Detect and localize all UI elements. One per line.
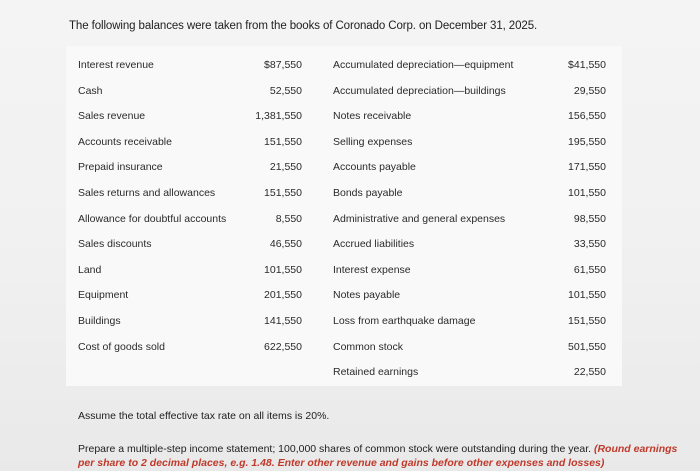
right-account-amount: $41,550: [568, 59, 606, 71]
right-account-amount: 98,550: [573, 213, 606, 225]
left-account-amount: 21,550: [269, 161, 302, 173]
left-account-name: Equipment: [78, 289, 129, 301]
right-account-name: Administrative and general expenses: [333, 213, 506, 225]
problem-title: The following balances were taken from the books of Coronado Corp. on December 31, 2025.: [69, 20, 538, 32]
right-account-amount: 61,550: [573, 264, 606, 276]
left-account-name: Sales discounts: [78, 238, 152, 250]
right-account-amount: 101,550: [568, 289, 606, 301]
right-account-amount: 195,550: [568, 136, 606, 148]
left-account-name: Buildings: [78, 315, 121, 327]
left-account-amount: 46,550: [269, 238, 302, 250]
left-account-amount: $87,550: [264, 59, 302, 71]
right-account-amount: 101,550: [568, 187, 606, 199]
left-account-name: Land: [78, 264, 102, 276]
right-account-name: Retained earnings: [333, 366, 419, 378]
left-account-name: Sales revenue: [78, 110, 146, 122]
right-account-name: Accounts payable: [333, 161, 416, 173]
left-account-name: Accounts receivable: [78, 136, 172, 148]
right-account-amount: 33,550: [573, 238, 606, 250]
right-account-name: Selling expenses: [333, 136, 413, 148]
right-account-name: Accrued liabilities: [333, 238, 415, 250]
left-account-amount: 622,550: [264, 341, 302, 353]
right-account-name: Common stock: [333, 341, 404, 353]
left-account-name: Sales returns and allowances: [78, 187, 216, 199]
left-account-amount: 52,550: [269, 85, 302, 97]
right-account-name: Accumulated depreciation—buildings: [333, 85, 506, 97]
instruction-main: Prepare a multiple-step income statement; 100,000 shares of common stock were outstanding during the year.: [78, 443, 592, 455]
left-account-amount: 8,550: [275, 213, 302, 225]
right-account-amount: 29,550: [573, 85, 606, 97]
instruction-text: [78, 442, 688, 470]
left-account-amount: 101,550: [264, 264, 302, 276]
left-account-amount: 151,550: [264, 187, 302, 199]
instruction-emphasis: (Round earnings per share to 2 decimal places, e.g. 1.48. Enter other revenue and gains before other expenses and losses): [78, 443, 678, 469]
left-account-name: Allowance for doubtful accounts: [78, 213, 227, 225]
right-account-amount: 501,550: [568, 341, 606, 353]
left-account-amount: 1,381,550: [255, 110, 302, 122]
left-account-name: Prepaid insurance: [78, 161, 163, 173]
right-account-name: Bonds payable: [333, 187, 403, 199]
left-account-amount: 141,550: [264, 315, 302, 327]
right-account-amount: 151,550: [568, 315, 606, 327]
tax-note: Assume the total effective tax rate on all items is 20%.: [78, 410, 330, 422]
right-account-amount: 156,550: [568, 110, 606, 122]
right-account-name: Notes receivable: [333, 110, 412, 122]
left-account-amount: 151,550: [264, 136, 302, 148]
left-account-name: Cash: [78, 85, 103, 97]
right-account-amount: 171,550: [568, 161, 606, 173]
right-account-amount: 22,550: [573, 366, 606, 378]
left-account-name: Cost of goods sold: [78, 341, 165, 353]
right-account-name: Accumulated depreciation—equipment: [333, 59, 514, 71]
right-account-name: Loss from earthquake damage: [333, 315, 476, 327]
left-account-name: Interest revenue: [78, 59, 154, 71]
right-account-name: Notes payable: [333, 289, 401, 301]
left-account-amount: 201,550: [264, 289, 302, 301]
right-account-name: Interest expense: [333, 264, 411, 276]
